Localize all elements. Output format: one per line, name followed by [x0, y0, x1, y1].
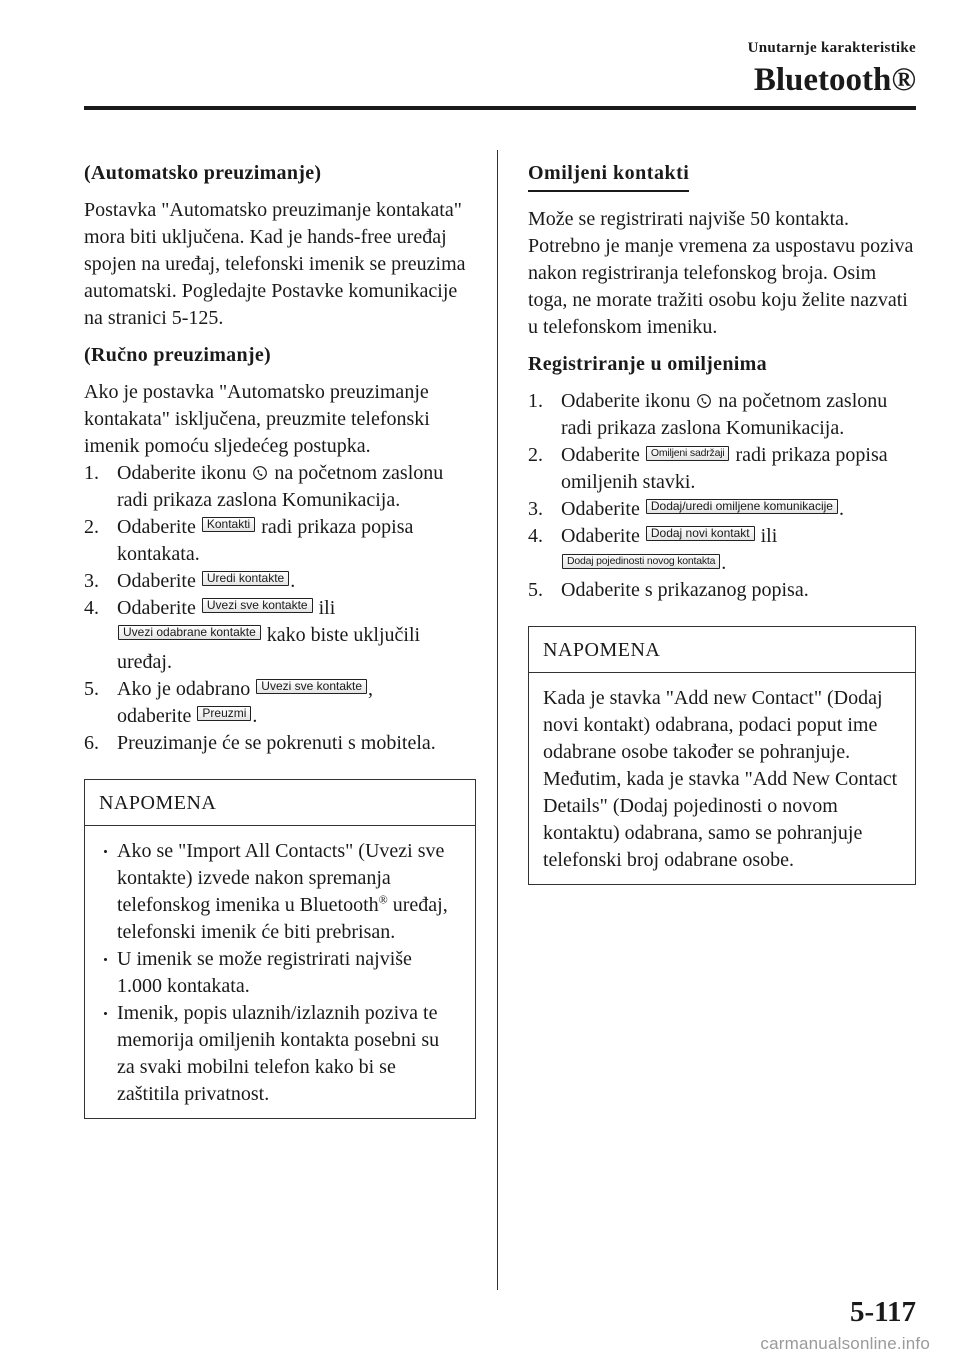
list-item: Ako se "Import All Contacts" (Uvezi sve kontakte) izvede nakon spremanja telefonskog imenika u Bluetooth® uređaj, telefonski imenik će biti prebrisan. — [99, 838, 461, 946]
note-box — [84, 779, 476, 1119]
step-item: 5. Ako je odabrano Uvezi sve kontakte , odaberite Preuzmi . — [84, 678, 374, 727]
section-label: Unutarnje karakteristike — [747, 40, 916, 56]
note-box — [528, 626, 916, 885]
note-heading: NAPOMENA — [85, 780, 475, 826]
column-divider — [497, 150, 498, 1290]
step-item: 1. Odaberite ikonu na početnom zaslonu radi prikaza zaslona Komunikacija. — [84, 462, 444, 511]
header-rule — [84, 106, 916, 110]
favorites-heading: Omiljeni kontakti — [528, 160, 689, 192]
contacts-button[interactable]: Kontakti — [202, 517, 255, 532]
add-contact-details-button[interactable]: Dodaj pojedinosti novog kontakta — [562, 554, 720, 569]
favorites-steps — [528, 388, 916, 604]
import-all-contacts-button[interactable]: Uvezi sve kontakte — [256, 679, 367, 694]
note-text: Kada je stavka "Add new Contact" (Dodaj novi kontakt) odabrana, podaci poput ime odabrane osobe također se pohranjuje. Međutim, kada je stavka "Add New Contact Details" (Dodaj pojedinosti o novom kontaktu) odabrana, samo se pohranjuje telefonski broj odabrane osobe. — [543, 687, 898, 871]
step-item: 4. Odaberite Uvezi sve kontakte ili Uvezi odabrane kontakte kako biste uključili uređaj. — [84, 597, 421, 673]
download-button[interactable]: Preuzmi — [197, 706, 251, 721]
page-title: Bluetooth® — [753, 62, 916, 98]
note-heading: NAPOMENA — [529, 627, 915, 673]
manual-download-heading: (Ručno preuzimanje) — [84, 344, 271, 366]
favorites-button[interactable]: Omiljeni sadržaji — [646, 446, 730, 461]
note-list — [99, 838, 461, 1108]
favorites-text: Može se registrirati najviše 50 kontakta. Potrebno je manje vremena za uspostavu poziva nakon registriranja telefonskog broja. Osim toga, ne morate tražiti osobu koju želite nazvati u telefonskom imeniku. — [528, 208, 914, 338]
manual-steps — [84, 460, 476, 757]
phone-icon — [697, 393, 711, 409]
step-item: 3. Odaberite Uredi kontakte . — [84, 570, 296, 592]
auto-download-heading: (Automatsko preuzimanje) — [84, 162, 322, 184]
import-all-contacts-button[interactable]: Uvezi sve kontakte — [202, 598, 313, 613]
step-item: 5. Odaberite s prikazanog popisa. — [528, 579, 809, 601]
auto-download-text: Postavka "Automatsko preuzimanje kontakata" mora biti uključena. Kad je hands-free uređaj spojen na uređaj, telefonski imenik se preuzima automatski. Pogledajte Postavke komunikacije na stranici 5-125. — [84, 199, 466, 329]
list-item: Imenik, popis ulaznih/izlaznih poziva te memorija omiljenih kontakta posebni su za svaki mobilni telefon kako bi se zaštitila privatnost. — [99, 1000, 461, 1108]
left-column — [84, 160, 476, 1119]
list-item: U imenik se može registrirati najviše 1.000 kontakata. — [99, 946, 461, 1000]
step-item: 6. Preuzimanje će se pokrenuti s mobitela. — [84, 732, 436, 754]
step-item: 4. Odaberite Dodaj novi kontakt ili Dodaj pojedinosti novog kontakta . — [528, 525, 778, 574]
register-favorites-heading: Registriranje u omiljenima — [528, 353, 767, 375]
step-item: 2. Odaberite Omiljeni sadržaji radi prikaza popisa omiljenih stavki. — [528, 444, 888, 493]
add-new-contact-button[interactable]: Dodaj novi kontakt — [646, 526, 755, 541]
add-edit-favorites-button[interactable]: Dodaj/uredi omiljene komunikacije — [646, 499, 838, 514]
right-column — [528, 160, 916, 885]
step-item: 1. Odaberite ikonu na početnom zaslonu radi prikaza zaslona Komunikacija. — [528, 390, 888, 439]
page-number: 5-117 — [849, 1296, 916, 1328]
edit-contacts-button[interactable]: Uredi kontakte — [202, 571, 289, 586]
phone-icon — [253, 465, 267, 481]
import-selected-contacts-button[interactable]: Uvezi odabrane kontakte — [118, 625, 261, 640]
step-item: 2. Odaberite Kontakti radi prikaza popisa kontakata. — [84, 516, 414, 565]
step-item: 3. Odaberite Dodaj/uredi omiljene komunikacije . — [528, 498, 844, 520]
manual-download-text: Ako je postavka "Automatsko preuzimanje kontakata" isključena, preuzmite telefonski imenik pomoću sljedećeg postupka. — [84, 381, 430, 457]
watermark: carmanualsonline.info — [760, 1334, 930, 1353]
